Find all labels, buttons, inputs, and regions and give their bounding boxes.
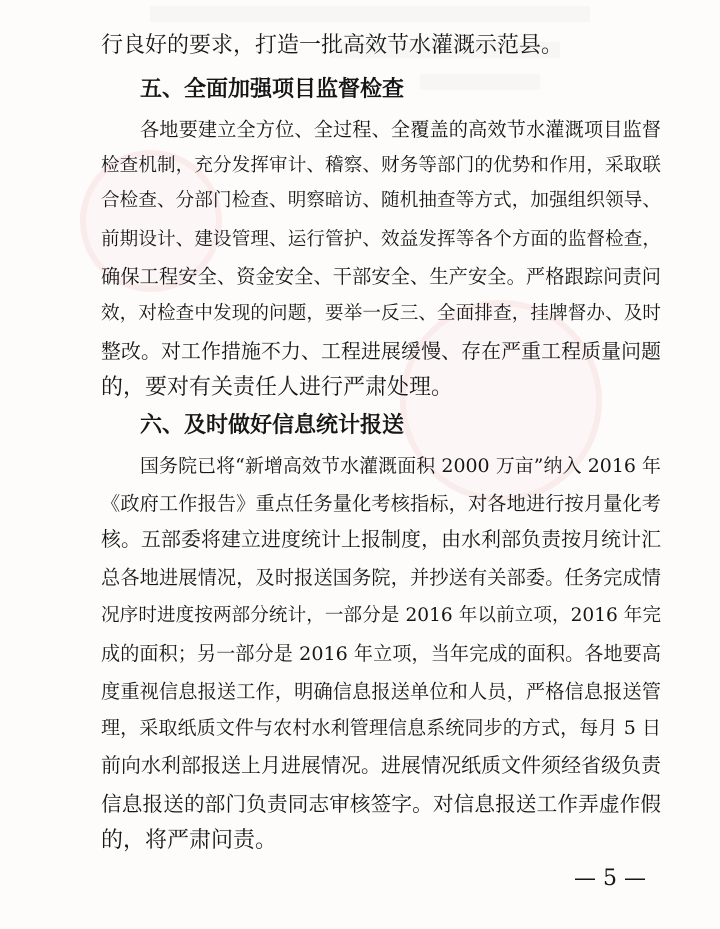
page-number: — 5 — — [574, 866, 646, 891]
section-heading-6: 六、及时做好信息统计报送 — [140, 413, 405, 438]
paragraph-line: 各地要建立全方位、全过程、全覆盖的高效节水灌溉项目监督 — [140, 118, 661, 141]
paragraph-line: 的，要对有关责任人进行严肃处理。 — [101, 375, 454, 400]
paragraph-line: 核。五部委将建立进度统计上报制度，由水利部负责按月统计汇 — [101, 528, 661, 551]
paragraph-line: 检查机制，充分发挥审计、稽察、财务等部门的优势和作用，采取联 — [101, 155, 661, 176]
paragraph-line: 效，对检查中发现的问题，要举一反三、全面排查，挂牌督办、及时 — [101, 303, 661, 324]
paragraph-line: 整改。对工作措施不力、工程进展缓慢、存在严重工程质量问题 — [101, 340, 661, 363]
paragraph-line: 《政府工作报告》重点任务量化考核指标，对各地进行按月量化考 — [101, 492, 661, 515]
paragraph-line: 度重视信息报送工作，明确信息报送单位和人员，严格信息报送管 — [101, 680, 661, 703]
paragraph-line: 前期设计、建设管理、运行管护、效益发挥等各个方面的监督检查， — [101, 229, 661, 250]
paragraph-line: 行良好的要求，打造一批高效节水灌溉示范县。 — [101, 33, 564, 58]
paragraph-line: 国务院已将“新增高效节水灌溉面积 2000 万亩”纳入 2016 年 — [140, 455, 661, 477]
section-heading-5: 五、全面加强项目监督检查 — [140, 77, 405, 102]
paragraph-line: 信息报送的部门负责同志审核签字。对信息报送工作弄虚作假 — [101, 792, 661, 816]
paragraph-line: 总各地进展情况，及时报送国务院，并抄送有关部委。任务完成情 — [101, 566, 661, 589]
paragraph-line: 的，将严肃问责。 — [101, 828, 278, 853]
paragraph-line: 合检查、分部门检查、明察暗访、随机抽查等方式，加强组织领导、 — [101, 190, 661, 211]
paragraph-line: 理，采取纸质文件与农村水利管理信息系统同步的方式，每月 5 日 — [101, 717, 661, 739]
paragraph-line: 前向水利部报送上月进展情况。进展情况纸质文件须经省级负责 — [101, 754, 661, 777]
paragraph-line: 确保工程安全、资金安全、干部安全、生产安全。严格跟踪问责问 — [101, 265, 661, 288]
paragraph-line: 况序时进度按两部分统计，一部分是 2016 年以前立项，2016 年完 — [101, 605, 661, 626]
paragraph-line: 成的面积；另一部分是 2016 年立项，当年完成的面积。各地要高 — [101, 642, 661, 665]
